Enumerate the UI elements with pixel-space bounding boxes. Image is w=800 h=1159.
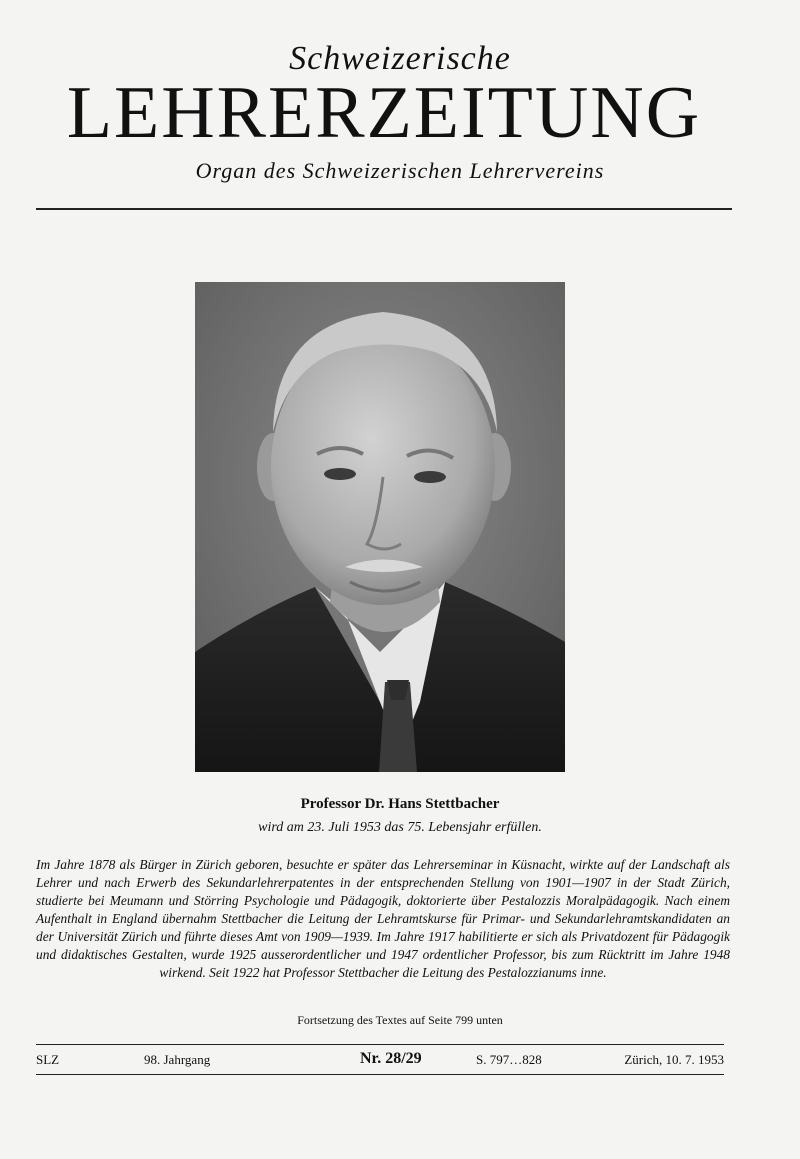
footer-place-date: Zürich, 10. 7. 1953 (624, 1052, 724, 1067)
footer-rule-bottom (36, 1074, 724, 1075)
footer-volume: 98. Jahrgang (144, 1052, 211, 1067)
footer-issue-number: Nr. 28/29 (360, 1050, 422, 1067)
caption-name: Professor Dr. Hans Stettbacher (300, 796, 500, 812)
biography-paragraph: Im Jahre 1878 als Bürger in Zürich geboren, besuchte er später das Lehrerseminar in Küsnacht, wirkte auf der Landschaft als Lehrer und nach Erwerb des Sekundarlehrerpatentes in der entsprechenden Stellung von 1901—1907 in der Stadt Zürich, studierte bei Meumann und Störring Psychologie und Pädagogik, doktorierte über Pestalozzis Moralpädagogik. Nach einem Aufenthalt in England übernahm Stettbacher die Leitung der Lehramtskurse für Primar- und Sekundarlehramtskandidaten an der Universität Zürich und führte dieses Amt von 1909—1939. Im Jahre 1917 habilitierte er sich als Privatdozent für Pädagogik und didaktisches Gestalten, wurde 1925 ausserordentlicher und 1947 ordentlicher Professor, bis zum Rücktritt im Jahre 1948 wirkend. Seit 1922 hat Professor Stettbacher die Leitung des Pestalozzianums inne. (36, 857, 730, 980)
masthead-subtitle: Organ des Schweizerischen Lehrervereins (195, 158, 605, 183)
footer-page-range: S. 797…828 (476, 1052, 542, 1067)
caption-subline: wird am 23. Juli 1953 das 75. Lebensjahr erfüllen. (258, 820, 542, 835)
masthead-kicker: Schweizerische (289, 40, 511, 77)
continuation-note: Fortsetzung des Textes auf Seite 799 unten (297, 1013, 503, 1027)
masthead-divider (36, 208, 732, 210)
portrait-illustration (195, 282, 565, 772)
masthead-title: LEHRERZEITUNG (66, 72, 702, 154)
portrait-photo (195, 282, 565, 772)
footer-abbreviation: SLZ (36, 1052, 60, 1067)
footer-rule-top (36, 1044, 724, 1045)
issue-footer (36, 1050, 724, 1070)
